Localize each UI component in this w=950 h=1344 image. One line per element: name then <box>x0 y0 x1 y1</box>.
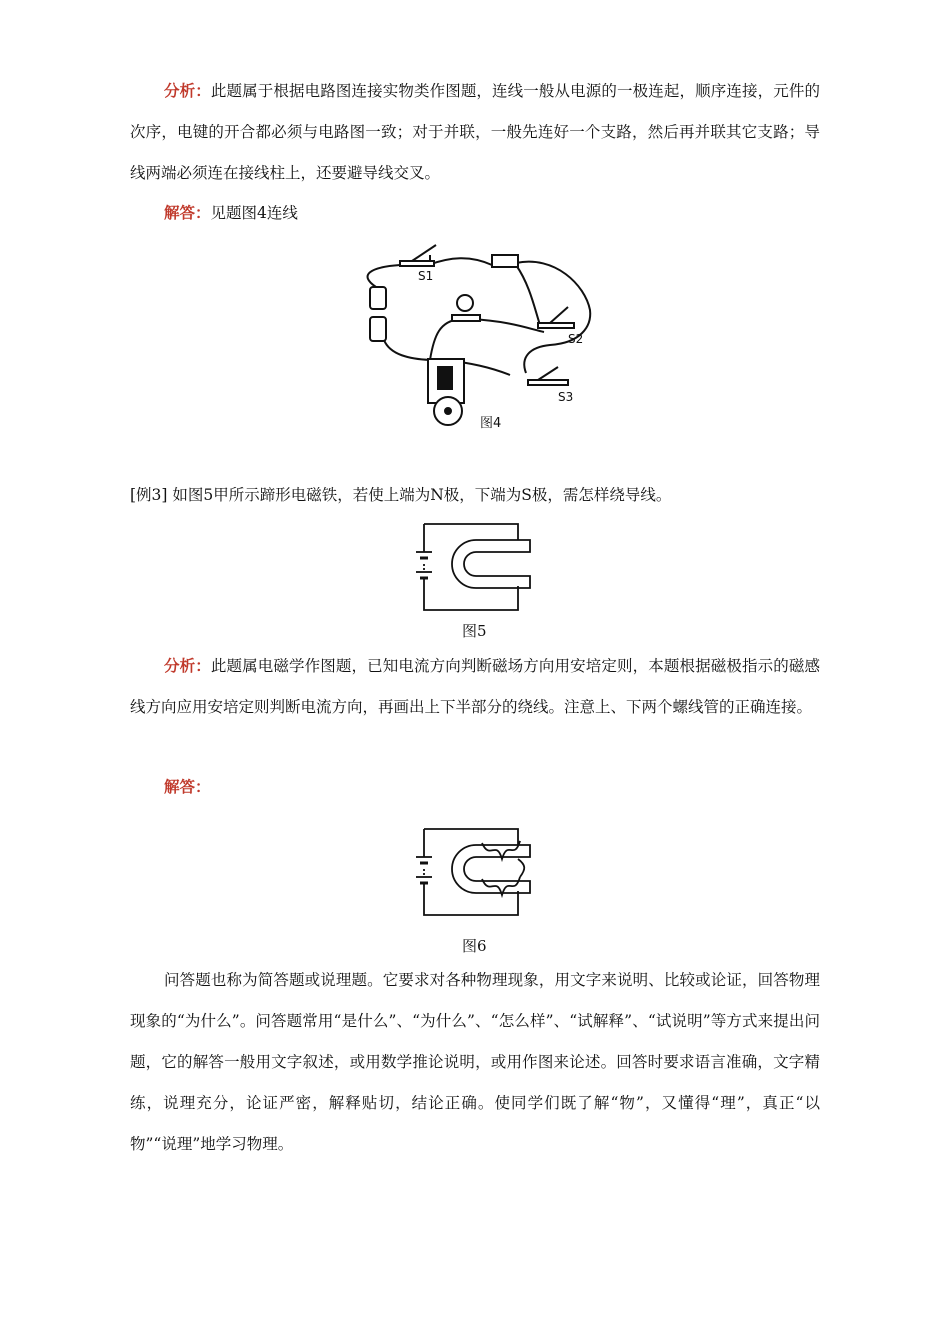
analysis-paragraph-2 <box>130 645 820 728</box>
answer-text: 见题图4连线 <box>210 204 298 222</box>
bulb-icon <box>452 295 480 321</box>
analysis-paragraph-1 <box>130 70 820 194</box>
switch-s3 <box>528 367 568 385</box>
electric-bell-icon <box>428 359 464 425</box>
analysis-text-2: 此题属电磁学作图题，已知电流方向判断磁场方向用安培定则，本题根据磁极指示的磁感线方向应用安培定则判断电流方向，再画出上下半部分的绕线。注意上、下两个螺线管的正确连接。 <box>130 657 820 716</box>
analysis-label-2: 分析： <box>164 656 211 675</box>
battery-cells <box>370 287 386 341</box>
figure-6-wound-magnet <box>410 825 540 920</box>
example-3-question <box>130 475 820 516</box>
answer-paragraph-2 <box>130 766 820 808</box>
figure-5-caption: 图5 <box>462 622 487 640</box>
answer-paragraph-1 <box>130 192 820 234</box>
analysis-text: 此题属于根据电路图连接实物类作图题，连线一般从电源的一极连起，顺序连接，元件的次序，电键的开合都必须与电路图一致；对于并联，一般先连好一个支路，然后再并联其它支路；导线两端必须连在接线柱上，还要避导线交叉。 <box>130 82 820 182</box>
figure-5-horseshoe-magnet <box>410 520 540 615</box>
closing-paragraph <box>130 960 820 1165</box>
switch-s1 <box>400 245 436 266</box>
analysis-label: 分析： <box>164 81 211 100</box>
switch-s2 <box>538 307 574 328</box>
figure-4-circuit-diagram <box>340 235 620 435</box>
figure-4-caption: 图4 <box>480 416 502 431</box>
s3-label: S3 <box>558 390 574 404</box>
answer-label: 解答： <box>164 203 211 222</box>
s1-label: S1 <box>418 269 434 283</box>
resistor-block <box>492 255 518 267</box>
s2-label: S2 <box>568 332 584 346</box>
closing-text: 问答题也称为简答题或说理题。它要求对各种物理现象，用文字来说明、比较或论证，回答物理现象的“为什么”。问答题常用“是什么”、“为什么”、“怎么样”、“试解释”、“试说明”等方式来提出问题，它的解答一般用文字叙述，或用数学推论说明，或用作图来论述。回答时要求语言准确，文字精练，说理充分，论证严密，解释贴切，结论正确。使同学们既了解“物”，又懂得“理”，真正“以物”“说理”地学习物理。 <box>130 971 820 1153</box>
example-3-text: [例3] 如图5甲所示蹄形电磁铁，若使上端为N极，下端为S极，需怎样绕导线。 <box>130 486 672 504</box>
figure-6-caption: 图6 <box>462 937 487 955</box>
answer-label-2: 解答： <box>164 777 211 796</box>
